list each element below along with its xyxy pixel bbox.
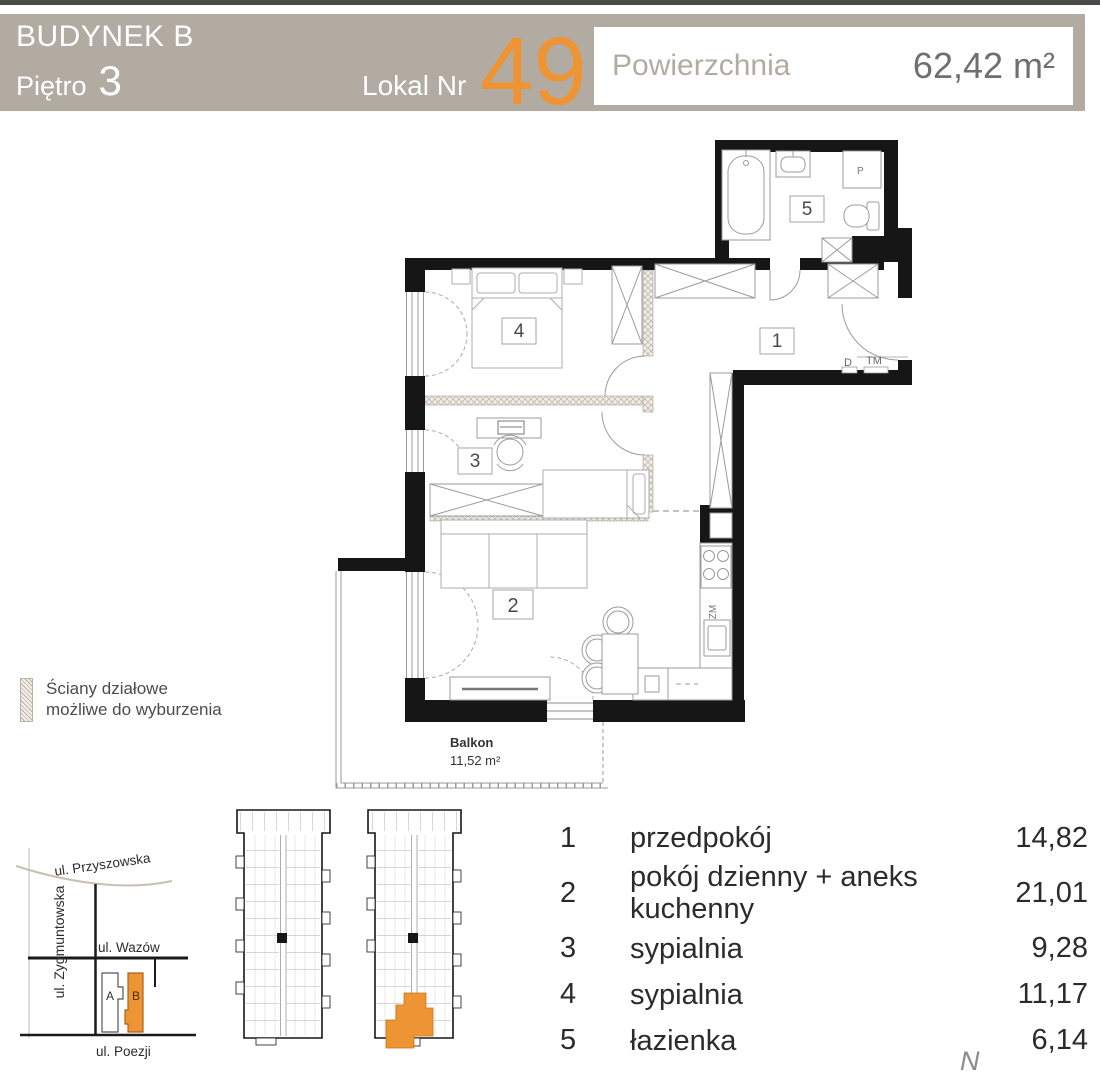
street-bottom-label: ul. Poezji — [96, 1044, 151, 1059]
table-row — [560, 926, 1088, 972]
room-area: 21,01 — [1015, 876, 1088, 909]
area-value: 62,42 m² — [912, 45, 1055, 86]
location-map — [5, 840, 220, 1075]
toilet — [844, 202, 879, 230]
area-box — [594, 27, 1073, 105]
floor-number: 3 — [98, 57, 122, 104]
balcony-name: Balkon — [450, 735, 494, 750]
plan-label-1: 1 — [771, 331, 783, 352]
street-mid-label: ul. Wazów — [98, 940, 160, 955]
balcony-area: 11,52 m² — [450, 753, 501, 768]
building-overview-plans — [225, 800, 485, 1070]
single-bed — [543, 470, 649, 518]
door-label: D — [844, 357, 852, 369]
room-area: 11,17 — [1017, 978, 1088, 1011]
room-area: 6,14 — [1031, 1024, 1088, 1057]
compass-north-label: N — [960, 1046, 980, 1076]
area-label: Powierzchnia — [612, 49, 791, 82]
top-strip — [0, 0, 1100, 5]
room-area: 14,82 — [1015, 821, 1088, 854]
legend-line2: możliwe do wyburzenia — [46, 700, 222, 720]
sofa — [441, 520, 587, 588]
room-number: 2 — [560, 876, 577, 909]
corridor-shaft — [710, 373, 732, 538]
dining-set — [582, 607, 638, 694]
bathtub — [722, 150, 770, 240]
floor-row — [16, 57, 122, 105]
unit-label: Lokal Nr — [362, 70, 467, 101]
tv-cabinet — [450, 677, 550, 700]
plan-label-5: 5 — [801, 199, 813, 220]
dishwasher-label: ZM — [708, 604, 719, 620]
bedroom4-wardrobe — [612, 266, 642, 344]
room-number: 3 — [560, 932, 577, 965]
bathroom-sink — [776, 151, 810, 177]
plan-label-2: 2 — [507, 595, 519, 617]
room-area: 9,28 — [1031, 932, 1088, 965]
room3-wardrobe — [430, 484, 543, 516]
room-list — [560, 815, 1088, 1064]
room-number: 4 — [560, 978, 577, 1011]
room-name: łazienka — [630, 1024, 737, 1057]
unit-number: 49 — [480, 18, 587, 125]
table-row — [560, 972, 1088, 1018]
building-title: BUDYNEK B — [16, 20, 194, 53]
table-row — [560, 1018, 1088, 1064]
room-name: sypialnia — [630, 932, 743, 965]
legend-line1: Ściany działowe — [46, 679, 168, 698]
meter-label: TM — [866, 355, 882, 367]
plan-label-4: 4 — [513, 321, 525, 342]
room-name: sypialnia — [630, 978, 743, 1011]
room-number: 5 — [560, 1024, 577, 1057]
street-top-label: ul. Przyszowska — [53, 850, 152, 879]
room-name: pokój dzienny + aneks kuchenny — [630, 861, 918, 926]
room-name: przedpokój — [630, 821, 772, 854]
room-number: 1 — [560, 821, 577, 854]
map-building-b-label: B — [131, 989, 141, 1003]
shaft-box — [822, 238, 852, 262]
washer-label: P — [857, 166, 864, 177]
apartment-floorplan — [325, 135, 930, 800]
building-b-plan — [367, 810, 461, 1048]
legend — [20, 678, 222, 722]
desk-chair — [494, 435, 526, 470]
building-a-plan — [236, 810, 330, 1045]
floor-label: Piętro — [16, 71, 87, 101]
hatch-swatch-icon — [20, 678, 33, 722]
map-building-a-label: A — [105, 989, 115, 1003]
table-row — [560, 815, 1088, 861]
street-left-label: ul. Zygmuntowska — [51, 885, 67, 999]
plan-label-3: 3 — [469, 451, 481, 472]
kitchen — [633, 543, 732, 700]
table-row — [560, 861, 1088, 926]
